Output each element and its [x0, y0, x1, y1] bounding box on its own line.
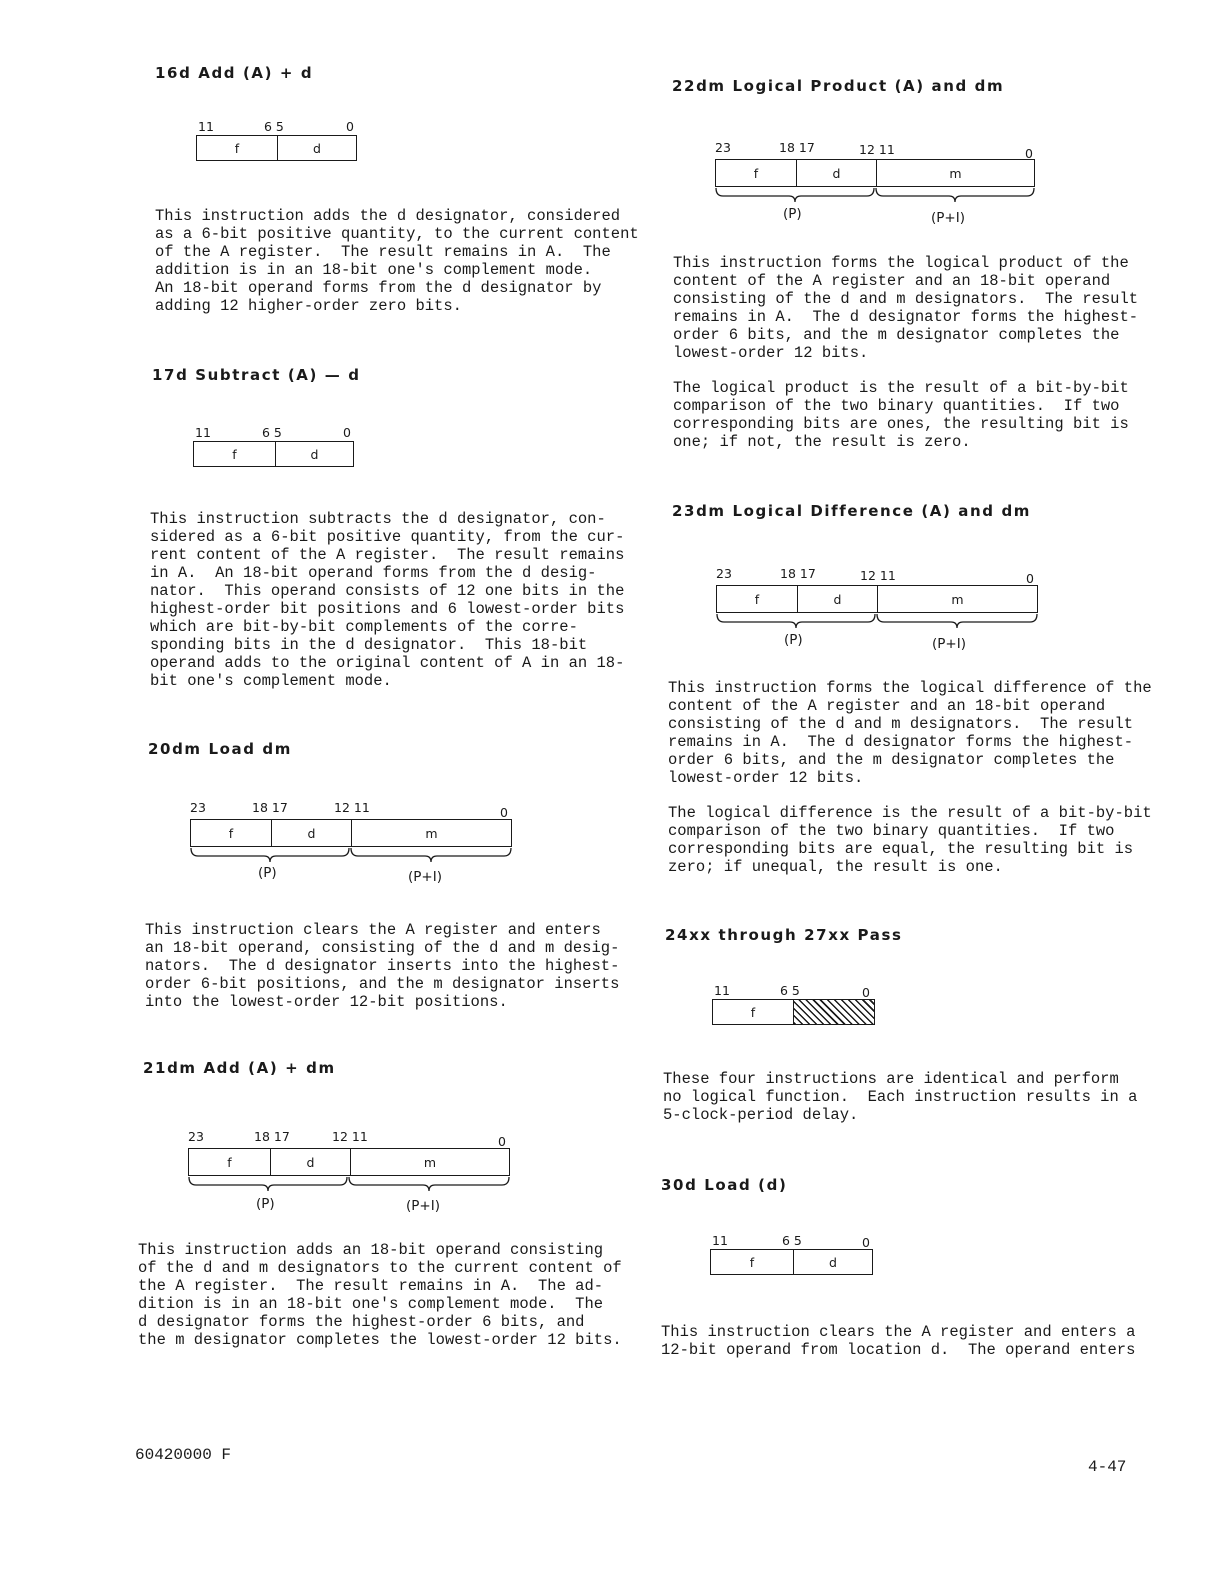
- description-text: These four instructions are identical and perform no logical function. Each instruction results in a 5-clock-period delay.: [663, 1070, 1138, 1124]
- bit-label-0: 0: [343, 425, 351, 440]
- field-d: d: [271, 820, 351, 846]
- brace-p: [715, 187, 875, 203]
- description-text-2: The logical product is the result of a bit-by-bit comparison of the two binary quantities. If two corresponding bits are ones, the resulting bit is one; if not, the result is zero.: [673, 379, 1129, 451]
- brace-p-plus-1: [876, 613, 1038, 629]
- description-text: This instruction adds the d designator, considered as a 6-bit positive quantity, to the current content of the A register. The result remains in A. The addition is in an 18-bit one's complement mode. An 18-bit operand forms from the d designator by adding 12 higher-order zero bits.: [155, 207, 639, 315]
- section-heading: 16d Add (A) + d: [155, 64, 314, 82]
- field-m: m: [351, 820, 511, 846]
- section-23dm: [672, 502, 1152, 520]
- bit-label-18-17: 18 17: [779, 140, 815, 155]
- brace-p: [188, 1176, 348, 1192]
- register-diagram-24bit: [713, 141, 1043, 231]
- brace-label-p: (P): [784, 632, 803, 648]
- brace-p-plus-1: [350, 847, 512, 863]
- bit-label-18-17: 18 17: [780, 566, 816, 581]
- section-heading: 20dm Load dm: [148, 740, 292, 758]
- bit-label-23: 23: [190, 800, 206, 815]
- field-f: f: [750, 1004, 756, 1020]
- register-box: [716, 585, 1038, 613]
- register-diagram-12bit: [710, 1232, 880, 1282]
- register-diagram-24bit: [186, 1130, 516, 1220]
- bit-label-18-17: 18 17: [252, 800, 288, 815]
- bit-label-0: 0: [500, 805, 508, 820]
- section-20dm: [148, 740, 628, 758]
- bit-label-12-11: 12 11: [332, 1129, 368, 1144]
- description-text: This instruction adds an 18-bit operand consisting of the d and m designators to the current content of the A register. The result remains in A. The ad- dition is in an 18-bit one's complement mode. The d designator forms the highest-order 6 bits, and the m designator completes the lowest-order 12 bits.: [138, 1241, 622, 1349]
- description-text: This instruction subtracts the d designator, con- sidered as a 6-bit positive quantity, from the cur- rent content of the A register. The result remains in A. An 18-bit operand forms from the d desig- nator. This operand consists of 12 one bits in the highest-order bit positions and 6 lowest-order bits which are bit-by-bit complements of the corre- sponding bits in the d designator. This 18-bit operand adds to the original content of A in an 18- bit one's complement mode.: [150, 510, 625, 690]
- bit-label-11: 11: [714, 983, 730, 998]
- brace-p: [190, 847, 350, 863]
- description-text: This instruction forms the logical product of the content of the A register and an 18-bit operand consisting of the d and m designators. The result remains in A. The d designator forms the highest- order 6 bits, and the m designator completes the lowest-order 12 bits.: [673, 254, 1139, 362]
- section-21dm: [143, 1059, 623, 1077]
- field-unused-hatched: [793, 1000, 874, 1024]
- section-24xx-27xx: [665, 926, 1145, 944]
- bit-label-23: 23: [188, 1129, 204, 1144]
- bit-label-6-5: 6 5: [262, 425, 282, 440]
- description-text-2: The logical difference is the result of a bit-by-bit comparison of the two binary quantities. If two corresponding bits are equal, the resulting bit is zero; if unequal, the result is one.: [668, 804, 1152, 876]
- register-diagram-12bit: [196, 118, 366, 168]
- section-21dm-body: [138, 1241, 622, 1349]
- section-16d-body: [155, 207, 639, 315]
- section-30d: [661, 1176, 1141, 1194]
- brace-label-p-plus-1: (P+I): [932, 636, 966, 652]
- bit-label-0: 0: [498, 1134, 506, 1149]
- register-box: [712, 999, 875, 1025]
- description-text: This instruction clears the A register and enters an 18-bit operand, consisting of the d and m desig- nators. The d designator inserts into the highest- order 6-bit positions, and the m designator inserts into the lowest-order 12-bit positions.: [145, 921, 620, 1011]
- field-d: d: [796, 160, 876, 186]
- section-20dm-body: [145, 921, 625, 1011]
- bit-label-0: 0: [1025, 146, 1033, 161]
- bit-label-11: 11: [195, 425, 211, 440]
- brace-label-p: (P): [258, 865, 277, 881]
- bit-label-12-11: 12 11: [334, 800, 370, 815]
- bit-label-0: 0: [346, 119, 354, 134]
- section-22dm: [672, 77, 1152, 95]
- brace-label-p: (P): [783, 206, 802, 222]
- brace-p-plus-1: [875, 187, 1035, 203]
- brace-p: [716, 613, 876, 629]
- section-30d-body: [661, 1323, 1141, 1359]
- section-heading: 30d Load (d): [661, 1176, 788, 1194]
- field-m: m: [350, 1149, 509, 1175]
- section-23dm-body: [668, 679, 1152, 876]
- field-d: d: [797, 586, 877, 612]
- brace-label-p-plus-1: (P+I): [931, 210, 965, 226]
- bit-label-18-17: 18 17: [254, 1129, 290, 1144]
- brace-label-p: (P): [256, 1196, 275, 1212]
- register-diagram-12bit: [712, 982, 882, 1032]
- section-24xx-27xx-body: [663, 1070, 1143, 1124]
- brace-label-p-plus-1: (P+I): [408, 869, 442, 885]
- brace-label-p-plus-1: (P+I): [406, 1198, 440, 1214]
- page-number: 4-47: [1088, 1458, 1127, 1476]
- register-box: [710, 1249, 873, 1275]
- bit-label-11: 11: [712, 1233, 728, 1248]
- section-heading: 17d Subtract (A) — d: [152, 366, 361, 384]
- register-box: [188, 1148, 510, 1176]
- bit-label-6-5: 6 5: [780, 983, 800, 998]
- description-text: This instruction forms the logical difference of the content of the A register and an 18-bit operand consisting of the d and m designators. The result remains in A. The d designator forms the highest- order 6 bits, and the m designator completes the lowest-order 12 bits.: [668, 679, 1152, 787]
- section-heading: 21dm Add (A) + dm: [143, 1059, 336, 1077]
- bit-label-6-5: 6 5: [782, 1233, 802, 1248]
- field-d: d: [793, 1250, 872, 1274]
- brace-p-plus-1: [348, 1176, 510, 1192]
- field-d: d: [270, 1149, 350, 1175]
- register-box: [715, 159, 1035, 187]
- description-text: This instruction clears the A register and enters a 12-bit operand from location d. The operand enters: [661, 1323, 1136, 1359]
- bit-label-23: 23: [716, 566, 732, 581]
- register-diagram-24bit: [188, 801, 518, 891]
- register-box: [193, 441, 354, 467]
- field-d: d: [275, 442, 353, 466]
- field-m: m: [877, 586, 1037, 612]
- bit-label-0: 0: [1026, 571, 1034, 586]
- document-number: 60420000 F: [135, 1446, 232, 1464]
- field-f: f: [234, 140, 240, 156]
- register-diagram-24bit: [714, 567, 1044, 657]
- bit-label-11: 11: [198, 119, 214, 134]
- field-f: f: [227, 1154, 232, 1170]
- field-d: d: [277, 136, 356, 160]
- section-heading: 22dm Logical Product (A) and dm: [672, 77, 1005, 95]
- field-f: f: [232, 446, 237, 462]
- section-16d: [155, 64, 635, 82]
- field-f: f: [228, 825, 234, 841]
- bit-label-6-5: 6 5: [264, 119, 284, 134]
- register-box: [190, 819, 512, 847]
- field-f: f: [753, 165, 759, 181]
- register-box: [196, 135, 357, 161]
- bit-label-0: 0: [862, 1235, 870, 1250]
- field-m: m: [876, 160, 1034, 186]
- section-heading: 24xx through 27xx Pass: [665, 926, 903, 944]
- register-diagram-12bit: [193, 424, 363, 474]
- bit-label-12-11: 12 11: [860, 568, 896, 583]
- section-22dm-body: [673, 254, 1153, 451]
- bit-label-12-11: 12 11: [859, 142, 895, 157]
- field-f: f: [754, 591, 760, 607]
- bit-label-23: 23: [715, 140, 731, 155]
- bit-label-0: 0: [862, 985, 870, 1000]
- section-heading: 23dm Logical Difference (A) and dm: [672, 502, 1032, 520]
- section-17d: [152, 366, 632, 384]
- field-f: f: [749, 1254, 755, 1270]
- section-17d-body: [150, 510, 630, 690]
